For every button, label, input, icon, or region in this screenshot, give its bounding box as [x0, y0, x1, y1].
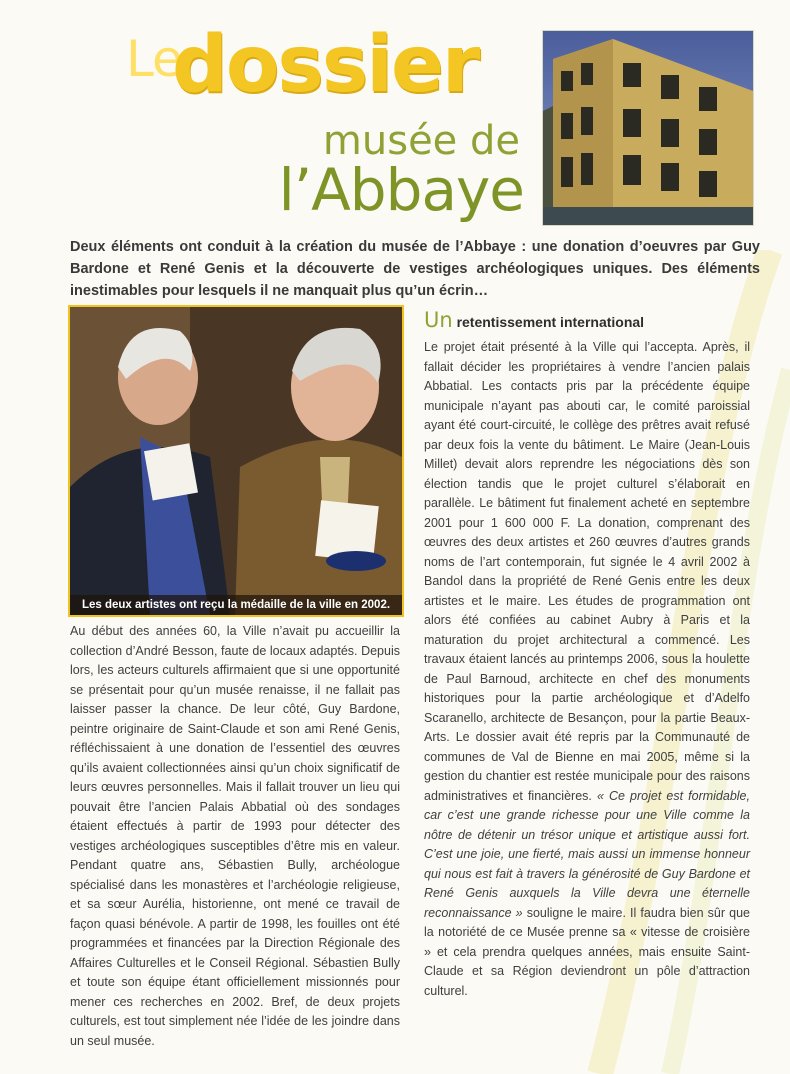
right-column-text	[424, 338, 750, 1001]
title-le: Le	[126, 30, 182, 88]
museum-building-photo	[542, 30, 754, 226]
right-column-p2: souligne le maire. Il faudra bien sûr que la notoriété de ce Musée prenne sa « vitesse de croisière » et cela prendra quelques années, mais ensuite Saint-Claude et sa Région deviendront un pôle d’attraction culturel.	[424, 905, 750, 998]
section-heading	[424, 308, 754, 334]
left-column-text	[70, 622, 400, 1051]
title-abbaye: l’Abbaye	[278, 156, 524, 224]
article-title	[120, 18, 530, 224]
right-column-paragraph	[424, 338, 750, 1001]
title-musee: musée de	[322, 118, 520, 164]
title-dossier: dossier	[172, 20, 479, 110]
right-column-p1: Le projet était présenté à la Ville qui l’accepta. Après, il fallait décider les propriétaires à vendre l’ancien palais Abbatial. Les contacts pris par la précédente équipe municipale n’ayant pas abouti car, le comité paroissial ayant été court-circuité, le collège des prêtres avait refusé par deux fois la vente du bâtiment. Le Maire (Jean-Louis Millet) devait alors reprendre les négociations dès son élection tandis que le projet culturel s’élaborait en parallèle. Le bâtiment fut finalement acheté en septembre 2001 pour 1 600 000 F. La donation, comprenant des œuvres des deux artistes et 260 œuvres d’autres grands noms de l’art contemporain, fut signée le 4 avril 2002 à Bandol dans la propriété de René Genis entre les deux artistes et le maire. Les études de programmation ont alors été confiées au cabinet Aubry à Paris et la maturation du projet architectural a commencé. Les travaux étaient lancés au printemps 2006, sous la houlette de Paul Barnoud, architecte en chef des monuments historiques pour la partie archéologique et d’Adelfo Scaranello, architecte de Besançon, pour la partie Beaux-Arts. Le dossier avait été repris par la Communauté de communes de Val de Bienne en mai 2005, même si la gestion du chantier est restée municipale pour des raisons administratives et financières.	[424, 340, 750, 803]
mayor-quote: « Ce projet est formidable, car c’est une grande richesse pour une Ville comme la nôtre de détenir un trésor unique et artistique aussi fort. C’est une joie, une fierté, mais aussi un immense honneur qui nous est fait à travers la générosité de Guy Bardone et René Genis auxquels la Ville devra une éternelle reconnaissance »	[424, 788, 750, 920]
left-column-paragraph: Au début des années 60, la Ville n’avait pu accueillir la collection d’André Besson, faute de locaux adaptés. Depuis lors, les acteurs culturels affirmaient que si une opportunité se présentait pour qu’un musée renaisse, il ne fallait pas laisser passer la chance. De leur côté, Guy Bardone, peintre originaire de Saint-Claude et son ami René Genis, réfléchissaient à une donation de l’essentiel des œuvres qu’ils avaient collectionnées ainsi qu’un choix significatif de leurs œuvres personnelles. Mais il fallait trouver un lieu qui pouvait être l’ancien Palais Abbatial où des sondages étaient effectués à partir de 1993 pour détecter des vestiges archéologiques susceptibles d’être mis en valeur. Pendant quatre ans, Sébastien Bully, archéologue spécialisé dans les monastères et l’archéologie religieuse, et sa sœur Aurélia, historienne, ont mené ce travail de façon quasi bénévole. A partir de 1998, les fouilles ont été programmées et financées par la Direction Régionale des Affaires Culturelles et le Conseil Régional. Sébastien Bully et toute son équipe étant officiellement missionnés pour mener ces recherches en 2002. Bref, de deux projets culturels, est tout simplement née l’idée de les joindre dans un seul musée.	[70, 624, 400, 1048]
artists-photo	[68, 305, 404, 617]
section-heading-un: Un	[424, 308, 453, 332]
photo-caption: Les deux artistes ont reçu la médaille de la ville en 2002.	[70, 595, 402, 615]
article-intro: Deux éléments ont conduit à la création du musée de l’Abbaye : une donation d’oeuvres par Guy Bardone et René Genis et la découverte de vestiges archéologiques uniques. Des éléments inestimables pour lesquels il ne manquait plus qu’un écrin…	[70, 239, 760, 299]
section-heading-rest: retentissement international	[452, 314, 645, 330]
